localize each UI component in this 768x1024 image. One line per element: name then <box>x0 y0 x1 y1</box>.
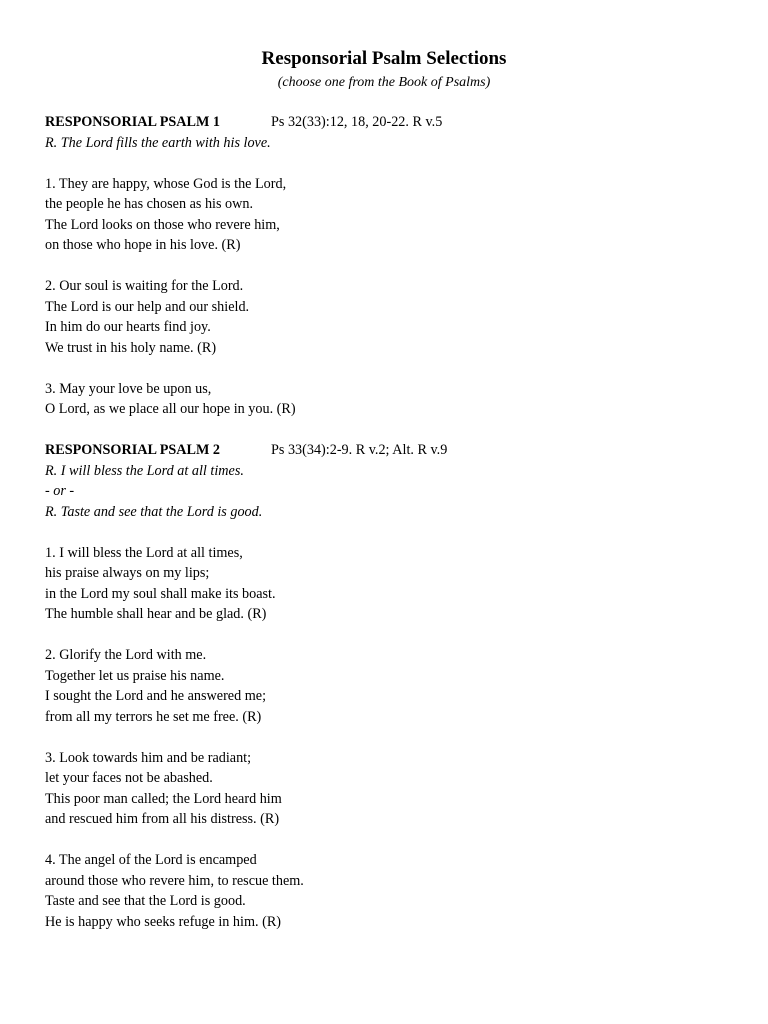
psalm-content <box>45 112 725 932</box>
verse-line: 4. The angel of the Lord is encamped <box>45 852 257 868</box>
psalm-name: RESPONSORIAL PSALM 2 <box>45 442 221 458</box>
verse-line: 3. May your love be upon us, <box>45 380 212 397</box>
verse-line: O Lord, as we place all our hope in you. (R) <box>45 401 296 417</box>
verse-line: The Lord is our help and our shield. <box>45 298 250 315</box>
verse-line: on those who hope in his love. (R) <box>45 237 241 253</box>
verse-line: and rescued him from all his distress. (R) <box>45 811 280 827</box>
response-line: R. Taste and see that the Lord is good. <box>45 503 263 520</box>
verse-line: 1. They are happy, whose God is the Lord, <box>45 175 287 192</box>
verse-line: We trust in his holy name. (R) <box>45 339 217 356</box>
response-line: R. The Lord fills the earth with his love. <box>45 134 271 151</box>
verse-line: I sought the Lord and he answered me; <box>45 688 267 704</box>
psalm-name: RESPONSORIAL PSALM 1 <box>45 114 221 130</box>
psalm-heading <box>45 440 725 461</box>
verse-line: 2. Glorify the Lord with me. <box>45 647 207 663</box>
response-separator: - or - <box>45 483 75 499</box>
page-subtitle: (choose one from the Book of Psalms) <box>277 75 491 90</box>
psalm-reference: Ps 33(34):2-9. R v.2; Alt. R v.9 <box>271 442 448 458</box>
verse-line: in the Lord my soul shall make its boast. <box>45 585 276 602</box>
verse-line: In him do our hearts find joy. <box>45 319 211 335</box>
verse-line: the people he has chosen as his own. <box>45 196 254 212</box>
verse-line: The Lord looks on those who revere him, <box>45 216 280 233</box>
verse-line: his praise always on my lips; <box>45 565 210 581</box>
verse-line: around those who revere him, to rescue them. <box>45 872 304 889</box>
verse-line: let your faces not be abashed. <box>45 770 213 786</box>
psalm-heading <box>45 112 725 133</box>
verse-line: The humble shall hear and be glad. (R) <box>45 606 267 622</box>
verse-line: Taste and see that the Lord is good. <box>45 893 246 909</box>
verse-line: He is happy who seeks refuge in him. (R) <box>45 913 282 930</box>
response-line: R. I will bless the Lord at all times. <box>45 462 244 479</box>
verse-line: 2. Our soul is waiting for the Lord. <box>45 278 244 294</box>
verse-line: 1. I will bless the Lord at all times, <box>45 544 243 561</box>
verse-line: 3. Look towards him and be radiant; <box>45 749 252 766</box>
verse-line: This poor man called; the Lord heard him <box>45 790 282 807</box>
verse-line: Together let us praise his name. <box>45 667 225 684</box>
verse-line: from all my terrors he set me free. (R) <box>45 708 262 725</box>
psalm-reference: Ps 32(33):12, 18, 20-22. R v.5 <box>271 114 443 130</box>
page-title: Responsorial Psalm Selections <box>261 48 507 69</box>
